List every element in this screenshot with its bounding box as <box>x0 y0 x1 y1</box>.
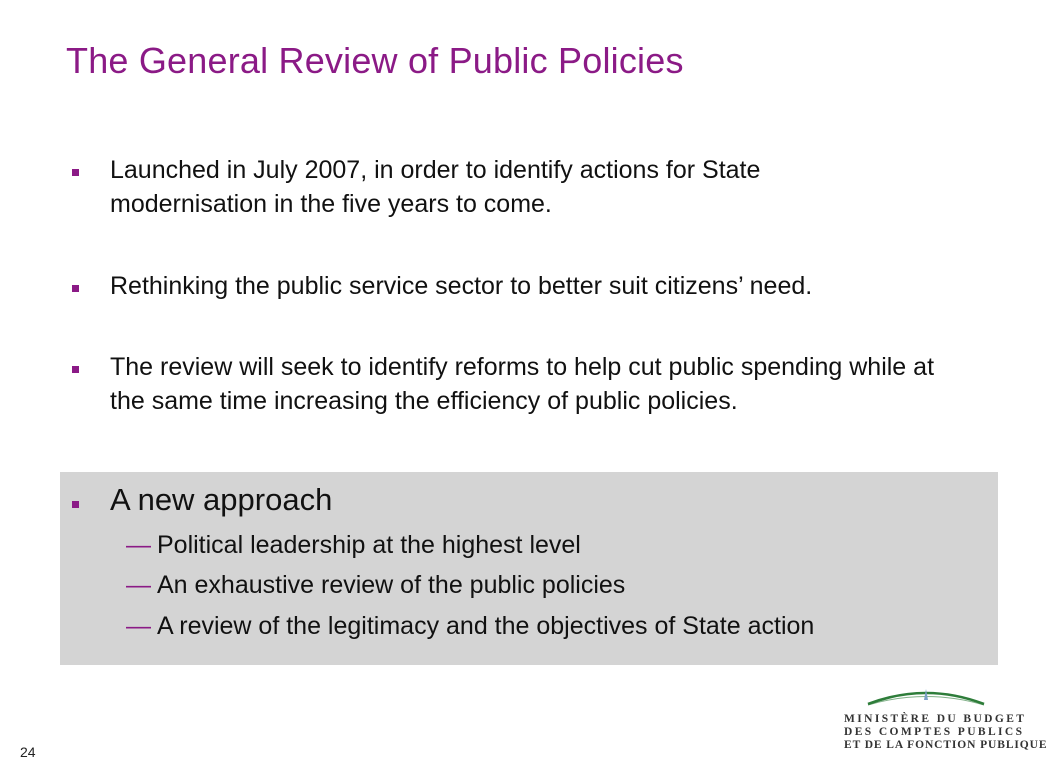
bullet-marker <box>72 501 79 508</box>
bullet-marker <box>72 366 79 373</box>
bullet-item: Rethinking the public service sector to better suit citizens’ need. <box>110 272 813 300</box>
logo-text-line-1: MINISTÈRE DU BUDGET <box>844 713 1027 725</box>
bullet-item: Launched in July 2007, in order to identify actions for State modernisation in the five years to come. <box>110 156 761 218</box>
dash-marker: — <box>126 612 151 640</box>
sub-item-label: Political leadership at the highest level <box>157 531 581 559</box>
bullet-marker <box>72 169 79 176</box>
bullet-item: The review will seek to identify reforms to help cut public spending while at the same time increasing the efficiency of public policies. <box>110 353 935 415</box>
dash-marker: — <box>126 571 151 599</box>
highlight-heading: A new approach <box>110 482 333 517</box>
sub-item <box>126 570 625 600</box>
slide-title: The General Review of Public Policies <box>66 40 684 81</box>
arc-emblem-icon <box>866 686 986 708</box>
bullet-marker <box>72 285 79 292</box>
sub-item-label: An exhaustive review of the public policies <box>157 571 626 599</box>
ministry-logo <box>834 686 1047 752</box>
logo-text-line-2: DES COMPTES PUBLICS <box>844 726 1025 738</box>
logo-text-line-3: ET DE LA FONCTION PUBLIQUE <box>844 739 1047 751</box>
sub-item <box>126 530 581 560</box>
dash-marker: — <box>126 531 151 559</box>
page-number: 24 <box>20 744 36 760</box>
sub-item <box>126 611 814 641</box>
sub-item-label: A review of the legitimacy and the objectives of State action <box>157 612 815 640</box>
